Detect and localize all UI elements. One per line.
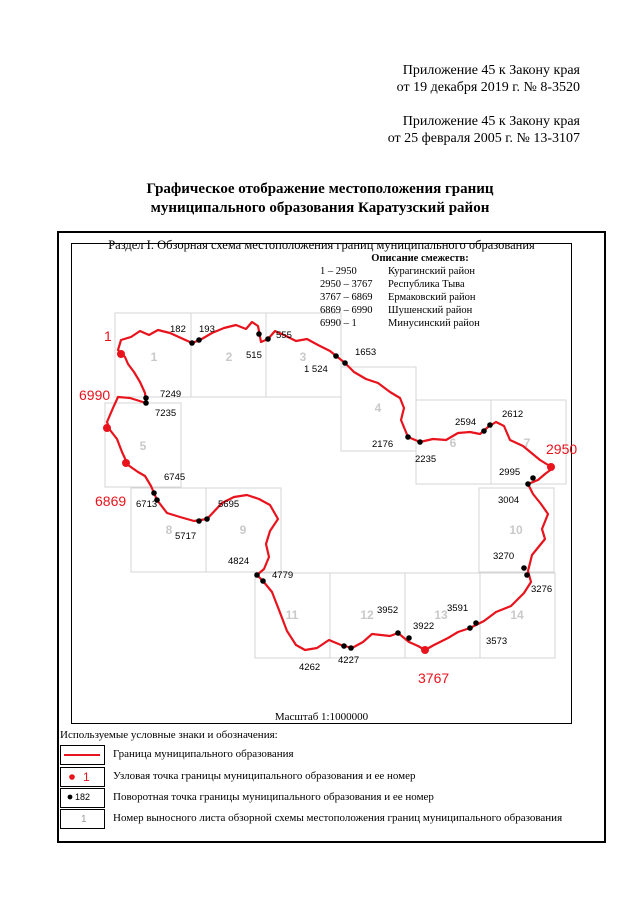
point-1524-marker bbox=[333, 353, 339, 359]
header-line-4: от 25 февраля 2005 г. № 13-3107 bbox=[387, 131, 580, 146]
point-2995-marker bbox=[530, 475, 536, 481]
point-5717-marker bbox=[196, 518, 202, 524]
sheet-number-14: 14 bbox=[510, 608, 524, 622]
sheet-number-11: 11 bbox=[285, 608, 299, 622]
legend-turning-number: 182 bbox=[75, 792, 91, 802]
legend-sheet-number: 1 bbox=[81, 814, 87, 825]
point-4779-label: 4779 bbox=[272, 570, 294, 581]
node-2950-marker bbox=[547, 463, 555, 471]
point-3004-label: 3004 bbox=[498, 495, 520, 506]
legend-symbol-box bbox=[60, 788, 105, 808]
sheet-number-12: 12 bbox=[360, 608, 374, 622]
sheet-grid bbox=[105, 313, 566, 658]
node-6990-marker bbox=[103, 424, 111, 432]
point-182-marker bbox=[189, 340, 195, 346]
point-7249-label: 7249 bbox=[160, 389, 182, 400]
node-2950-label: 2950 bbox=[546, 441, 578, 457]
adjacency-row bbox=[320, 278, 520, 291]
adjacency-row bbox=[320, 317, 520, 330]
point-4824-label: 4824 bbox=[228, 556, 250, 567]
adjacency-neighbor: Республика Тыва bbox=[388, 279, 465, 290]
sheet-number-13: 13 bbox=[434, 608, 448, 622]
adjacency-title: Описание смежеств: bbox=[371, 253, 469, 264]
node-1-marker bbox=[117, 350, 125, 358]
point-3952-marker bbox=[395, 630, 401, 636]
point-1653-marker bbox=[342, 360, 348, 366]
point-2235-label: 2235 bbox=[415, 454, 437, 465]
point-2612-marker bbox=[487, 422, 493, 428]
point-6745-marker bbox=[151, 490, 157, 496]
legend-symbol-box bbox=[60, 767, 105, 787]
node-1-label: 1 bbox=[104, 328, 112, 344]
node-6990-label: 6990 bbox=[79, 387, 111, 403]
legend-text: Узловая точка границы муниципального образования и ее номер bbox=[113, 770, 416, 782]
point-3573-marker bbox=[473, 620, 479, 626]
point-7249-marker bbox=[143, 395, 149, 401]
point-5695-marker bbox=[204, 516, 210, 522]
node-6869-marker bbox=[122, 459, 130, 467]
point-3270-marker bbox=[521, 565, 527, 571]
header-line-1: Приложение 45 к Закону края bbox=[402, 63, 580, 78]
adjacency-neighbor: Минусинский район bbox=[388, 318, 480, 329]
sheet-numbers bbox=[140, 350, 531, 622]
point-7235-label: 7235 bbox=[155, 408, 177, 419]
point-3591-marker bbox=[467, 625, 473, 631]
header-line-2: от 19 декабря 2019 г. № 8-3520 bbox=[396, 80, 580, 95]
point-1524-label: 1 524 bbox=[304, 364, 328, 375]
point-2612-label: 2612 bbox=[502, 409, 524, 420]
point-2176-marker bbox=[405, 434, 411, 440]
map-scale: Масштаб 1:1000000 bbox=[274, 711, 369, 723]
point-4262-marker bbox=[341, 643, 347, 649]
point-2235-marker bbox=[417, 439, 423, 445]
point-515-marker bbox=[256, 331, 262, 337]
point-3922-marker bbox=[406, 635, 412, 641]
sheet-number-1: 1 bbox=[150, 350, 158, 364]
adjacency-neighbor: Шушенский район bbox=[388, 305, 473, 316]
sheet-number-4: 4 bbox=[374, 401, 382, 415]
point-4227-label: 4227 bbox=[338, 655, 360, 666]
point-555-label: 555 bbox=[276, 330, 292, 341]
section-title: Раздел I. Обзорная схема местоположения границ муниципального образования bbox=[108, 238, 535, 252]
legend-text: Номер выносного листа обзорной схемы местоположения границ муниципального образования bbox=[113, 812, 563, 824]
point-6713-label: 6713 bbox=[136, 499, 158, 510]
point-4262-label: 4262 bbox=[299, 662, 321, 673]
legend-symbol-box bbox=[60, 745, 105, 765]
adjacency-row bbox=[320, 304, 520, 317]
point-2176-label: 2176 bbox=[372, 439, 394, 450]
legend-node-number: 1 bbox=[83, 770, 90, 784]
adjacency-code: 2950 – 3767 bbox=[320, 279, 373, 290]
point-2594-label: 2594 bbox=[455, 417, 477, 428]
adjacency-neighbor: Ермаковский район bbox=[388, 292, 476, 303]
sheet-number-10: 10 bbox=[509, 523, 523, 537]
point-3276-label: 3276 bbox=[531, 584, 553, 595]
node-3767-label: 3767 bbox=[418, 670, 450, 686]
point-6745-label: 6745 bbox=[164, 472, 186, 483]
adjacency-code: 1 – 2950 bbox=[320, 266, 357, 277]
point-3591-label: 3591 bbox=[447, 603, 469, 614]
sheet-number-6: 6 bbox=[449, 436, 457, 450]
legend-text: Поворотная точка границы муниципального образования и ее номер bbox=[113, 791, 434, 803]
sheet-number-9: 9 bbox=[239, 523, 247, 537]
header-line-3: Приложение 45 к Закону края bbox=[402, 114, 580, 129]
point-193-label: 193 bbox=[199, 324, 215, 335]
point-3276-marker bbox=[524, 572, 530, 578]
point-3270-label: 3270 bbox=[493, 551, 515, 562]
adjacency-code: 6990 – 1 bbox=[320, 318, 357, 329]
adjacency-code: 6869 – 6990 bbox=[320, 305, 373, 316]
point-555-marker bbox=[265, 336, 271, 342]
point-3922-label: 3922 bbox=[413, 621, 435, 632]
title-line-2: муниципального образования Каратузский район bbox=[150, 200, 490, 216]
adjacency-table bbox=[320, 252, 520, 330]
point-4779-marker bbox=[260, 578, 266, 584]
sheet-number-8: 8 bbox=[165, 523, 173, 537]
point-5695-label: 5695 bbox=[218, 499, 240, 510]
sheet-number-5: 5 bbox=[139, 439, 147, 453]
point-182-label: 182 bbox=[170, 324, 186, 335]
point-5717-label: 5717 bbox=[175, 531, 197, 542]
point-4824-marker bbox=[254, 572, 260, 578]
title-line-1: Графическое отображение местоположения границ bbox=[146, 181, 494, 197]
sheet-number-2: 2 bbox=[225, 350, 233, 364]
node-6869-label: 6869 bbox=[95, 493, 127, 509]
node-3767-marker bbox=[421, 646, 429, 654]
turning-point-labels bbox=[136, 324, 552, 673]
adjacency-neighbor: Курагинский район bbox=[388, 266, 475, 277]
point-4227-marker bbox=[348, 645, 354, 651]
legend-title: Используемые условные знаки и обозначения: bbox=[60, 729, 278, 741]
sheet-number-7: 7 bbox=[523, 436, 531, 450]
point-3952-label: 3952 bbox=[377, 605, 399, 616]
sheet-number-3: 3 bbox=[299, 350, 307, 364]
point-515-label: 515 bbox=[246, 350, 262, 361]
point-2995-label: 2995 bbox=[499, 467, 521, 478]
turning-points bbox=[143, 331, 536, 651]
adjacency-row bbox=[320, 291, 520, 304]
point-3573-label: 3573 bbox=[486, 636, 508, 647]
point-7235-marker bbox=[143, 400, 149, 406]
adjacency-row bbox=[320, 265, 520, 278]
point-1653-label: 1653 bbox=[355, 347, 377, 358]
legend-text: Граница муниципального образования bbox=[113, 748, 294, 760]
legend-symbol-box bbox=[60, 809, 105, 829]
point-193-marker bbox=[196, 337, 202, 343]
point-2594-marker bbox=[481, 428, 487, 434]
point-3004-marker bbox=[525, 481, 531, 487]
adjacency-code: 3767 – 6869 bbox=[320, 292, 373, 303]
